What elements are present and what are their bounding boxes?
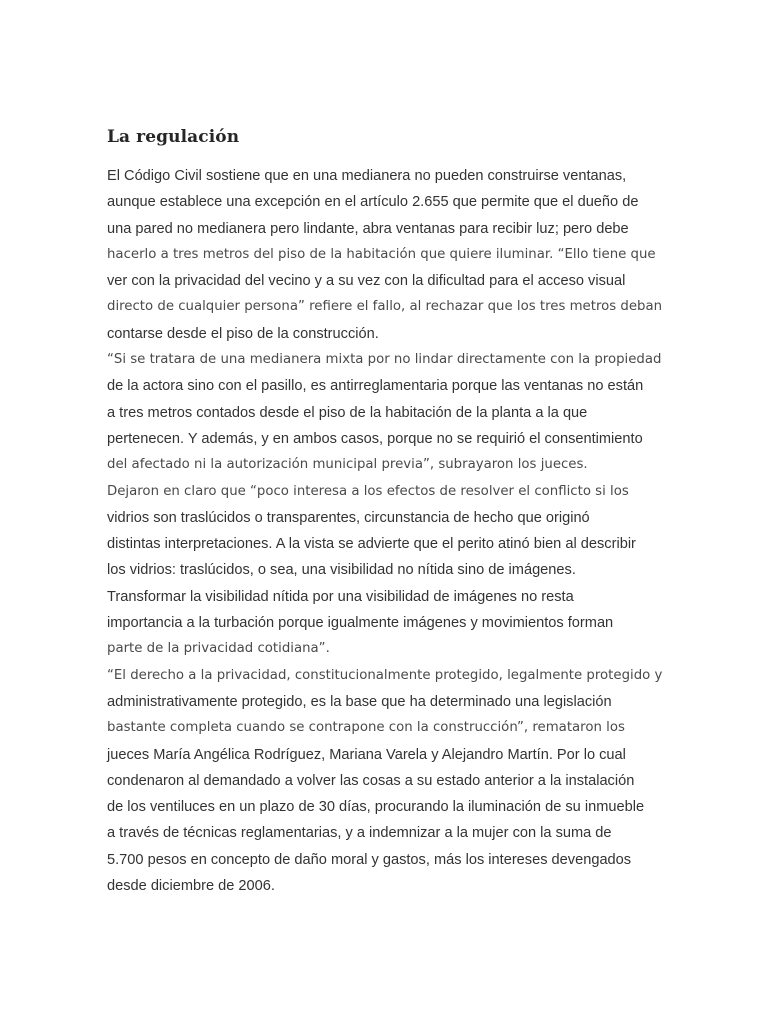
text-line: Transformar la visibilidad nítida por una visibilidad de imágenes no resta bbox=[107, 588, 574, 605]
section-heading: La regulación bbox=[107, 127, 240, 147]
text-line: jueces María Angélica Rodríguez, Mariana Varela y Alejandro Martín. Por lo cual bbox=[107, 746, 626, 763]
paragraph bbox=[107, 163, 667, 347]
text-line: contarse desde el piso de la construcción. bbox=[107, 325, 379, 342]
text-line: distintas interpretaciones. A la vista se advierte que el perito atinó bien al describir bbox=[107, 536, 636, 553]
text-line: pertenecen. Y además, y en ambos casos, porque no se requirió el consentimiento bbox=[107, 430, 643, 447]
article-body bbox=[107, 163, 667, 899]
text-line: a través de técnicas reglamentarias, y a indemnizar a la mujer con la suma de bbox=[107, 825, 612, 842]
text-line: ver con la privacidad del vecino y a su vez con la dificultad para el acceso visual bbox=[107, 273, 626, 290]
text-line: El Código Civil sostiene que en una medianera no pueden construirse ventanas, bbox=[107, 168, 627, 184]
text-line: importancia a la turbación porque igualmente imágenes y movimientos forman bbox=[107, 615, 614, 632]
paragraph bbox=[107, 479, 667, 663]
text-line: una pared no medianera pero lindante, abra ventanas para recibir luz; pero debe bbox=[107, 220, 629, 237]
text-line: de los ventiluces en un plazo de 30 días, procurando la iluminación de su inmueble bbox=[107, 799, 645, 816]
text-line: condenaron al demandado a volver las cosas a su estado anterior a la instalación bbox=[107, 772, 635, 789]
paragraph bbox=[107, 663, 667, 900]
text-line: de la actora sino con el pasillo, es antirreglamentaria porque las ventanas no están bbox=[107, 378, 644, 395]
text-line: “Si se tratara de una medianera mixta por no lindar directamente con la propiedad bbox=[107, 352, 662, 368]
text-line: del afectado ni la autorización municipal previa”, subrayaron los jueces. bbox=[107, 457, 588, 473]
text-line: vidrios son traslúcidos o transparentes, circunstancia de hecho que originó bbox=[107, 509, 590, 526]
text-line: aunque establece una excepción en el artículo 2.655 que permite que el dueño de bbox=[107, 194, 639, 211]
text-line: Dejaron en claro que “poco interesa a los efectos de resolver el conflicto si los bbox=[107, 483, 629, 499]
text-line: los vidrios: traslúcidos, o sea, una visibilidad no nítida sino de imágenes. bbox=[107, 562, 576, 579]
text-line: a tres metros contados desde el piso de la habitación de la planta a la que bbox=[107, 404, 588, 421]
paragraph bbox=[107, 347, 667, 478]
text-line: bastante completa cuando se contrapone con la construcción”, remataron los bbox=[107, 720, 625, 736]
text-line: 5.700 pesos en concepto de daño moral y gastos, más los intereses devengados bbox=[107, 851, 632, 868]
text-line: hacerlo a tres metros del piso de la habitación que quiere iluminar. “Ello tiene que bbox=[107, 246, 656, 262]
text-line: administrativamente protegido, es la base que ha determinado una legislación bbox=[107, 693, 612, 710]
text-line: “El derecho a la privacidad, constitucionalmente protegido, legalmente protegido y bbox=[107, 667, 663, 683]
text-line: directo de cualquier persona” refiere el fallo, al rechazar que los tres metros deban bbox=[107, 299, 663, 315]
text-line: parte de la privacidad cotidiana”. bbox=[107, 641, 330, 657]
text-line: desde diciembre de 2006. bbox=[107, 878, 275, 895]
